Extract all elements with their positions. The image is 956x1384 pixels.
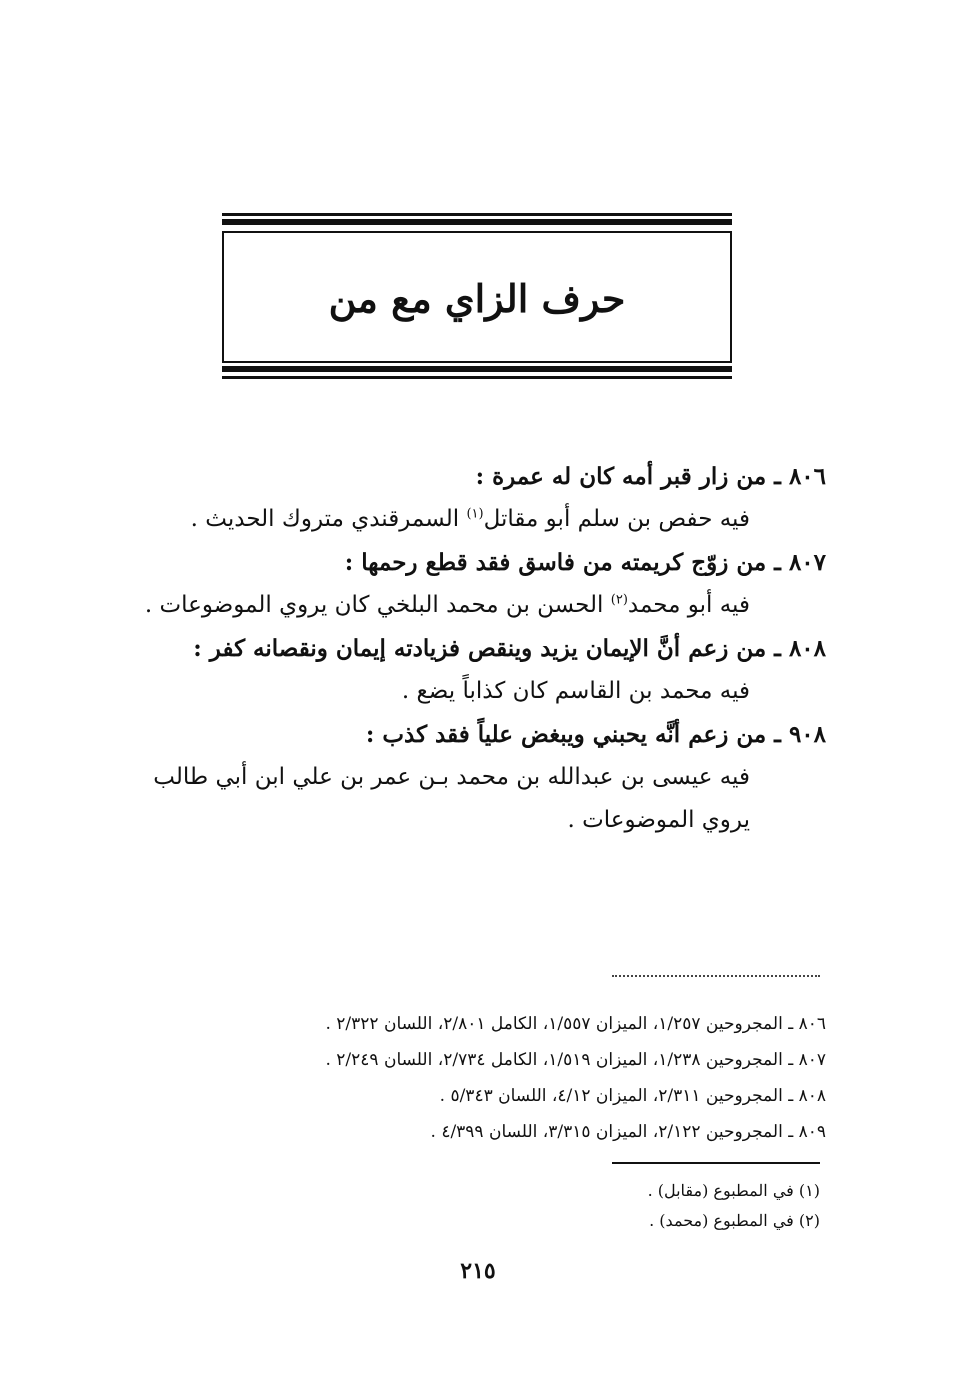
entry-title-text: من زعم أنَّ الإيمان يزيد وينقص فزيادته إيمان ونقصانه كفر : bbox=[193, 635, 767, 662]
entry-title-text: من زعم أنَّه يحبني ويبغض علياً فقد كذب : bbox=[365, 721, 767, 748]
dotted-separator bbox=[612, 975, 820, 977]
entry-body: فيه عيسى بن عبدالله بن محمد بـن عمر بن علي ابن أبي طالب يروي الموضوعات . bbox=[153, 764, 750, 833]
footnote: (١) في المطبوع (مقابل) . bbox=[647, 1181, 820, 1200]
entry-number: ٩٠٨ bbox=[788, 721, 826, 748]
chapter-title: حرف الزاي مع من bbox=[328, 276, 626, 321]
footnote-ref: (١) bbox=[466, 506, 484, 522]
chapter-heading-box bbox=[222, 231, 732, 363]
footnotes-list bbox=[420, 1176, 820, 1236]
heading-top-rule-thin bbox=[222, 213, 732, 216]
entry-title: ٩٠٨ ـ من زعم أنَّه يحبني ويبغض علياً فقد كذب : bbox=[120, 713, 826, 756]
entry-number: ٨٠٧ bbox=[788, 549, 826, 576]
reference-line: ٨٠٨ ـ المجروحين ٢/٣١١، الميزان ٤/١٢، اللسان ٥/٣٤٣ . bbox=[439, 1086, 826, 1106]
heading-bottom-rule-thin bbox=[222, 376, 732, 379]
footnote-ref: (٢) bbox=[610, 592, 628, 608]
entry-number: ٨٠٨ bbox=[788, 635, 826, 662]
entry-body bbox=[120, 498, 826, 541]
heading-bottom-rule-thick bbox=[222, 366, 732, 372]
reference-line: ٨٠٩ ـ المجروحين ٢/١٢٢، الميزان ٣/٣١٥، اللسان ٤/٣٩٩ . bbox=[430, 1122, 826, 1142]
footnote: (٢) في المطبوع (محمد) . bbox=[649, 1211, 820, 1230]
entries-list bbox=[120, 455, 826, 842]
entry-body-text: فيه حفص بن سلم أبو مقاتل bbox=[483, 506, 750, 532]
entry-809 bbox=[120, 713, 826, 842]
entry-body: فيه محمد بن القاسم كان كذاباً يضع . bbox=[401, 678, 750, 704]
footnote-separator bbox=[612, 1162, 820, 1164]
reference-line: ٨٠٦ ـ المجروحين ١/٢٥٧، الميزان ١/٥٥٧، الكامل ٢/٨٠١، اللسان ٢/٣٢٢ . bbox=[325, 1014, 826, 1034]
page-number: ٢١٥ bbox=[460, 1258, 496, 1284]
entry-title: ٨٠٧ ـ من زوّج كريمته من فاسق فقد قطع رحمها : bbox=[120, 541, 826, 584]
entry-title: ٨٠٦ ـ من زار قبر أمه كان له عمرة : bbox=[120, 455, 826, 498]
entry-808 bbox=[120, 627, 826, 713]
reference-line: ٨٠٧ ـ المجروحين ١/٢٣٨، الميزان ١/٥١٩، الكامل ٢/٧٣٤، اللسان ٢/٢٤٩ . bbox=[325, 1050, 826, 1070]
entry-body bbox=[120, 584, 826, 627]
entry-title-text: من زوّج كريمته من فاسق فقد قطع رحمها : bbox=[344, 549, 767, 576]
entry-title-text: من زار قبر أمه كان له عمرة : bbox=[475, 463, 767, 490]
entry-body-text-cont: الحسن بن محمد البلخي كان يروي الموضوعات . bbox=[144, 592, 611, 618]
entry-body-text: فيه أبو محمد bbox=[627, 592, 750, 618]
entry-title: ٨٠٨ ـ من زعم أنَّ الإيمان يزيد وينقص فزيادته إيمان ونقصانه كفر : bbox=[120, 627, 826, 670]
references-list bbox=[120, 1006, 826, 1150]
entry-number: ٨٠٦ bbox=[788, 463, 826, 490]
entry-body-text-cont: السمرقندي متروك الحديث . bbox=[190, 506, 467, 532]
heading-top-rule-thick bbox=[222, 219, 732, 225]
entry-806 bbox=[120, 455, 826, 541]
entry-807 bbox=[120, 541, 826, 627]
